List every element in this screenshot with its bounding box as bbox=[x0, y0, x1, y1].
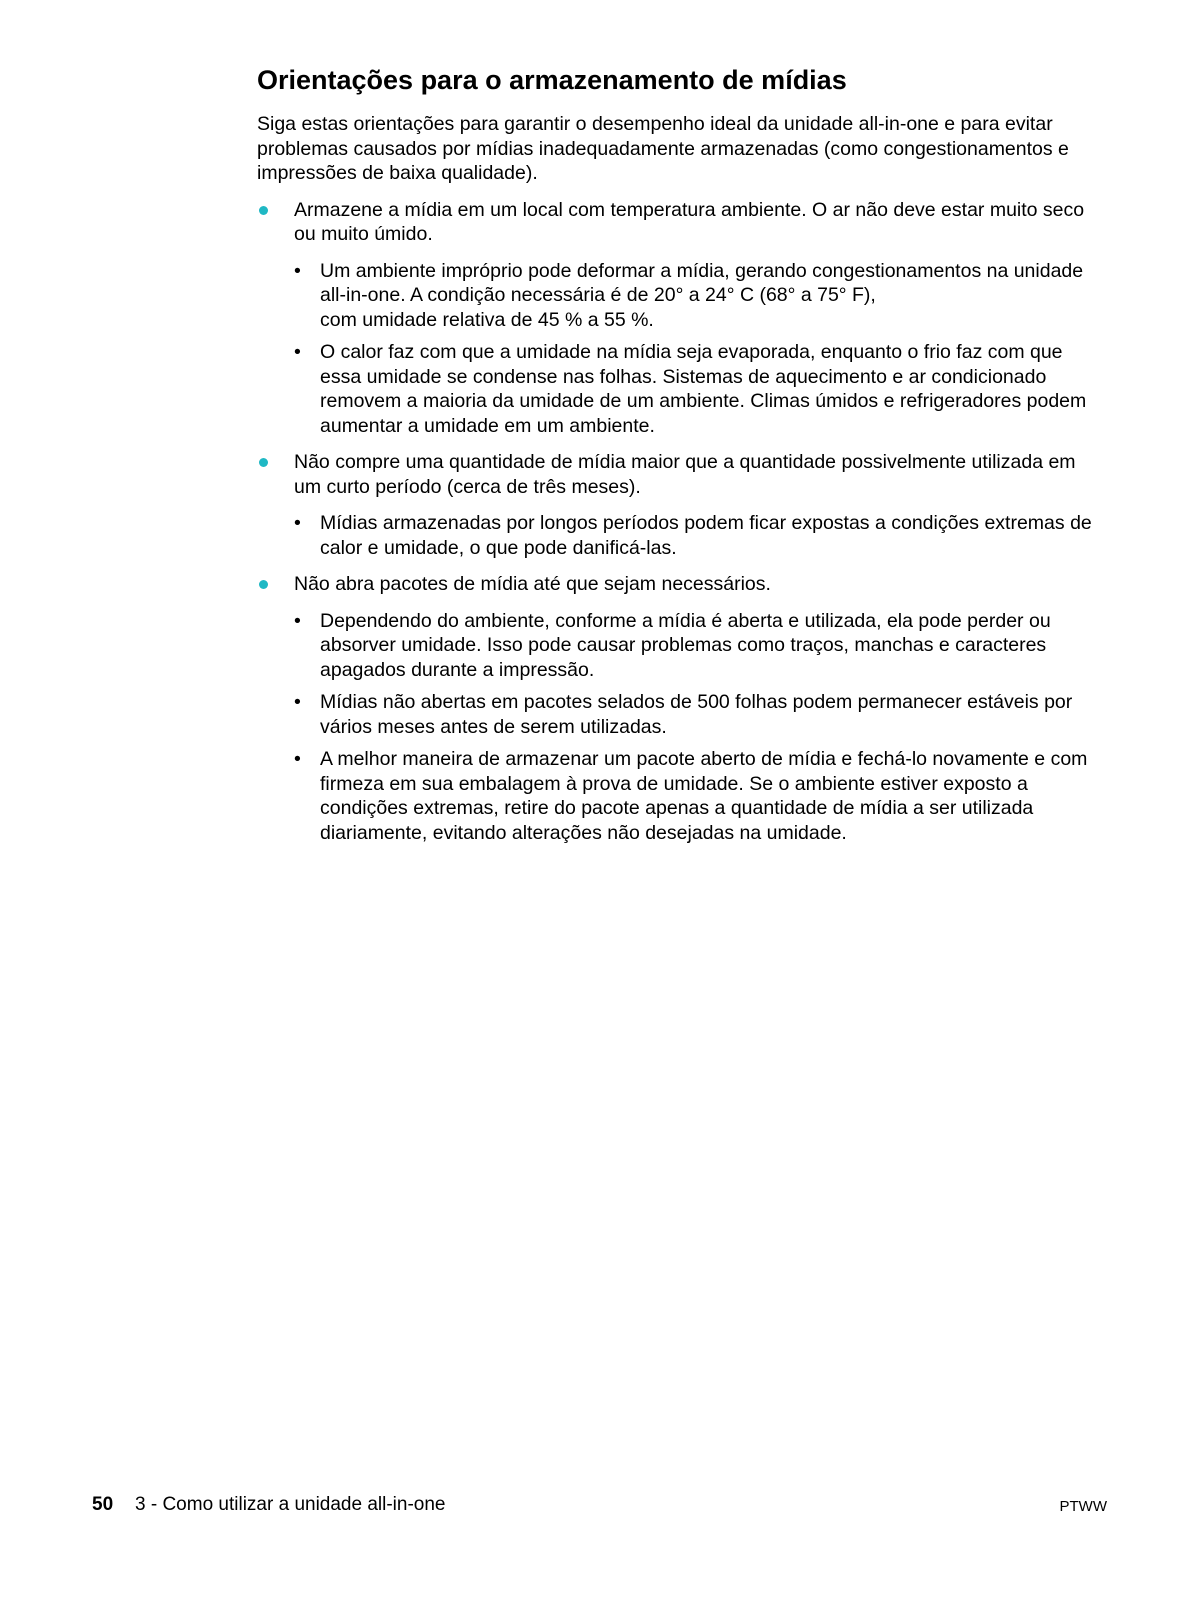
sub-list-item bbox=[294, 340, 1107, 438]
intro-paragraph: Siga estas orientações para garantir o desempenho ideal da unidade all-in-one e para evitar problemas causados por mídias inadequadamente armazenadas (como congestionamentos e impressões de baixa qualidade). bbox=[257, 113, 1069, 184]
sub-list bbox=[294, 609, 1107, 846]
sub-list-item-text: Um ambiente impróprio pode deformar a mídia, gerando congestionamentos na unidade all-in-one. A condição necessária é de 20° a 24° C (68° a 75° F), com umidade relativa de 45 % a 55 %. bbox=[320, 259, 1084, 331]
page-title: Orientações para o armazenamento de mídias bbox=[257, 65, 847, 95]
sub-list bbox=[294, 511, 1107, 560]
page-footer bbox=[0, 1494, 1200, 1524]
sub-list-item-text: A melhor maneira de armazenar um pacote aberto de mídia e fechá-lo novamente e com firmeza em sua embalagem à prova de umidade. Se o ambiente estiver exposto a condições extremas, retire do pacote apenas a quantidade de mídia a ser utilizada diariamente, evitando alterações não desejadas na umidade. bbox=[320, 748, 1088, 844]
sub-list-item bbox=[294, 609, 1107, 683]
sub-list-item bbox=[294, 259, 1107, 333]
sub-list-item bbox=[294, 511, 1107, 560]
bullet-icon bbox=[259, 458, 268, 467]
sub-list-item bbox=[294, 690, 1107, 739]
page-number: 50 bbox=[92, 1494, 114, 1515]
sub-list-item-text: Mídias não abertas em pacotes selados de 500 folhas podem permanecer estáveis por vários meses antes de serem utilizadas. bbox=[320, 691, 1073, 738]
sub-list-item-text: Mídias armazenadas por longos períodos podem ficar expostas a condições extremas de calor e umidade, o que pode danificá-las. bbox=[320, 512, 1092, 559]
list-item-text: Não compre uma quantidade de mídia maior que a quantidade possivelmente utilizada em um curto período (cerca de três meses). bbox=[294, 451, 1076, 498]
sub-list-item bbox=[294, 747, 1107, 845]
sub-list-item-text: O calor faz com que a umidade na mídia seja evaporada, enquanto o frio faz com que essa umidade se condense nas folhas. Sistemas de aquecimento e ar condicionado removem a maioria da umidade de um ambiente. Climas úmidos e refrigeradores podem aumentar a umidade em um ambiente. bbox=[320, 341, 1087, 437]
bullet-dot-icon: • bbox=[294, 748, 301, 770]
chapter-title: 3 - Como utilizar a unidade all-in-one bbox=[135, 1494, 446, 1515]
bullet-dot-icon: • bbox=[294, 609, 301, 632]
bullet-dot-icon: • bbox=[294, 512, 301, 534]
sub-list-item-text: Dependendo do ambiente, conforme a mídia é aberta e utilizada, ela pode perder ou absorver umidade. Isso pode causar problemas como traços, manchas e caracteres apagados durante a impressão. bbox=[320, 609, 1051, 681]
list-item-text: Não abra pacotes de mídia até que sejam necessários. bbox=[294, 573, 771, 595]
bullet-dot-icon: • bbox=[294, 691, 301, 713]
sub-list bbox=[294, 259, 1107, 439]
list-item bbox=[257, 572, 1107, 845]
list-item-text: Armazene a mídia em um local com temperatura ambiente. O ar não deve estar muito seco ou muito úmido. bbox=[294, 198, 1085, 245]
language-code: PTWW bbox=[1059, 1498, 1107, 1515]
document-content bbox=[257, 62, 1107, 857]
bullet-icon bbox=[259, 206, 268, 215]
list-item bbox=[257, 450, 1107, 560]
list-item bbox=[257, 198, 1107, 439]
guidelines-list bbox=[257, 198, 1107, 846]
bullet-dot-icon: • bbox=[294, 341, 301, 363]
bullet-dot-icon: • bbox=[294, 259, 301, 282]
bullet-icon bbox=[259, 580, 268, 589]
